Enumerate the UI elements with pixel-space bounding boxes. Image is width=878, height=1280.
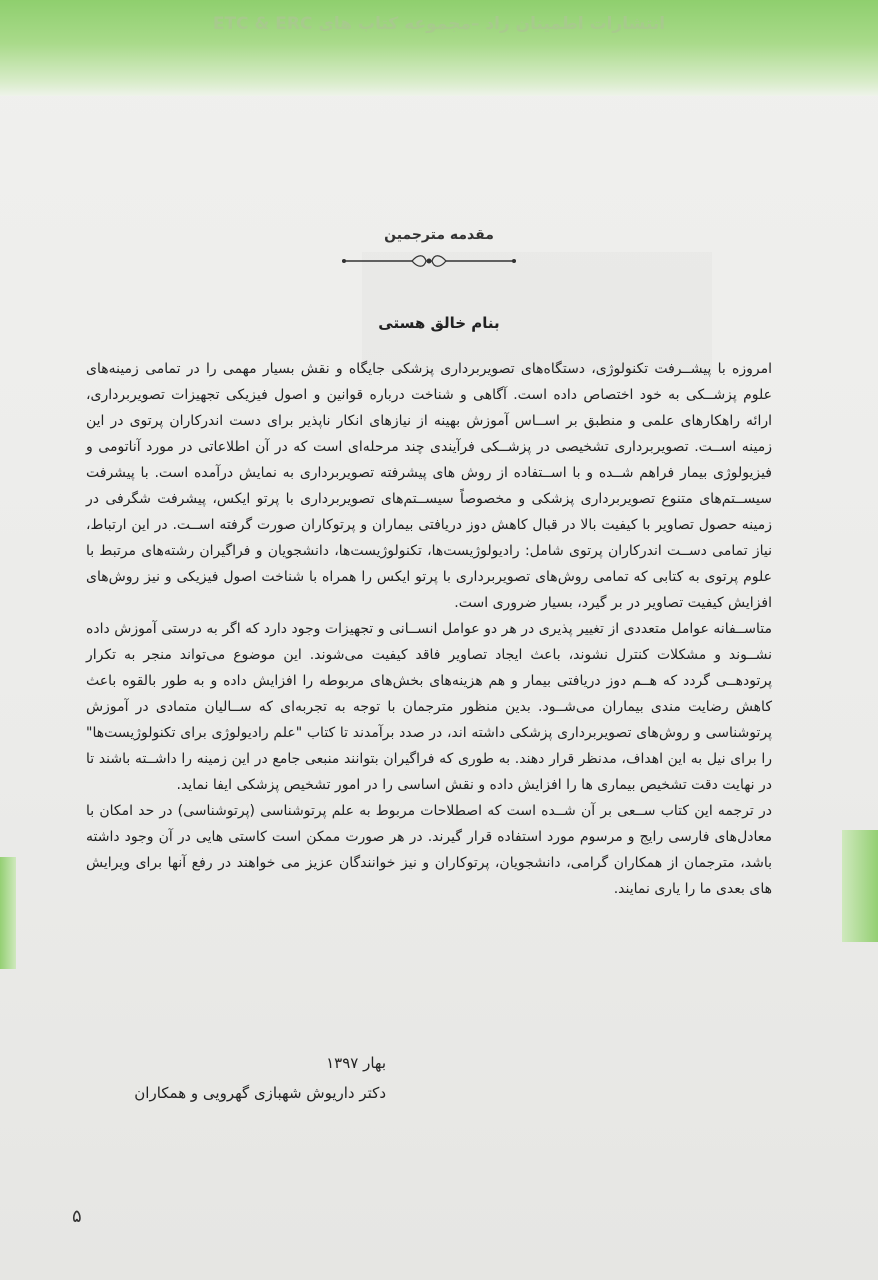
section-title: مقدمه مترجمین xyxy=(384,227,494,243)
page-number: ۵ xyxy=(72,1206,82,1227)
signature-block xyxy=(86,1048,386,1108)
header-band xyxy=(0,0,878,96)
signature-date: بهار ۱۳۹۷ xyxy=(326,1054,386,1072)
paragraph-2: متاســفانه عوامل متعددی از تغییر پذیری در هر دو عوامل انســانی و تجهیزات وجود دارد که اگر به درستی آموزش داده نشــوند و مشکلات کنترل نشوند، باعث ایجاد تصاویر فاقد کیفیت می‌شوند. این موضوع می‌تواند منجر به تکرار پرتودهــی گردد که هــم دوز دریافتی بیمار و هم هزینه‌های بخش‌های مربوطه را افزایش داده و به طور بالقوه باعث کاهش رضایت مندی بیماران می‌شــود. بدین منظور مترجمان با توجه به تجربه‌ای که ســالیان متمادی در آموزش پرتوشناسی و روش‌های تصویربرداری پزشکی داشته اند، در صدد برآمدند تا کتاب "علم رادیولوژی برای تکنولوژیست‌ها" را برای نیل به این اهداف، مدنظر قرار دهند. به طوری که فراگیران بتوانند منبعی جامع در این زمینه را داشــته باشند تا در نهایت دقت تشخیص بیماری ها را افزایش داده و نقش اساسی را در امور تشخیص پزشکی ایفا نماید. xyxy=(86,621,772,793)
invocation-line: بنام خالق هستی xyxy=(378,314,500,332)
ornament-divider-icon xyxy=(340,252,518,270)
body-text xyxy=(86,356,772,902)
running-header: انتشارات اطمینان راد –مجموعه کتاب های ETC & ERC xyxy=(212,14,666,34)
side-tab-right xyxy=(842,830,878,942)
side-tab-left xyxy=(0,857,16,969)
paragraph-1: امروزه با پیشــرفت تکنولوژی، دستگاه‌های تصویربرداری پزشکی جایگاه و نقش بسیار مهمی را در تمامی زمینه‌های علوم پزشــکی به خود اختصاص داده است. آگاهی و شناخت درباره قوانین و اصول فیزیکی تجهیزات تصویربرداری، ارائه راهکارهای علمی و منطبق بر اســاس آموزش بهینه از نیازهای انکار ناپذیر برای دست اندرکاران پرتوی در این زمینه اســت. تصویربرداری تشخیصی در پزشــکی فرآیندی چند مرحله‌ای است که در آن اطلاعاتی در مورد آناتومی و فیزیولوژی بیمار فراهم شــده و با اســتفاده از روش های پیشرفته تصویربرداری به نمایش درآمده است. با پیشرفت سیســتم‌های متنوع تصویربرداری پزشکی و مخصوصاً سیســتم‌های تصویربرداری با پرتو ایکس، پیشرفت شگرفی در زمینه حصول تصاویر با کیفیت بالا در قبال کاهش دوز دریافتی بیماران و پرتوکاران صورت گرفته اســت. در این ارتباط، نیاز تمامی دســت اندرکاران پرتوی شامل: رادیولوژیست‌ها، تکنولوژیست‌ها، دانشجویان و فراگیران رشته‌های مرتبط با علوم پرتوی به کتابی که تمامی روش‌های تصویربرداری با پرتو ایکس را همراه با شناخت اصول فیزیکی و نیز روش‌های افزایش کیفیت تصاویر در بر گیرد، بسیار ضروری است. xyxy=(86,361,772,611)
faint-background-box xyxy=(362,252,712,372)
signature-author: دکتر داریوش شهبازی گهرویی و همکاران xyxy=(134,1084,386,1102)
paragraph-3: در ترجمه این کتاب ســعی بر آن شــده است که اصطلاحات مربوط به علم پرتوشناسی (پرتوشناسی) در حد امکان با معادل‌های فارسی رایج و مرسوم مورد استفاده قرار گیرند. در هر صورت ممکن است کاستی هایی در آن وجود داشته باشد، مترجمان از همکاران گرامی، دانشجویان، پرتوکاران و نیز خوانندگان عزیز می خواهند در رفع آنها برای ویرایش های بعدی ما را یاری نمایند. xyxy=(86,803,772,897)
